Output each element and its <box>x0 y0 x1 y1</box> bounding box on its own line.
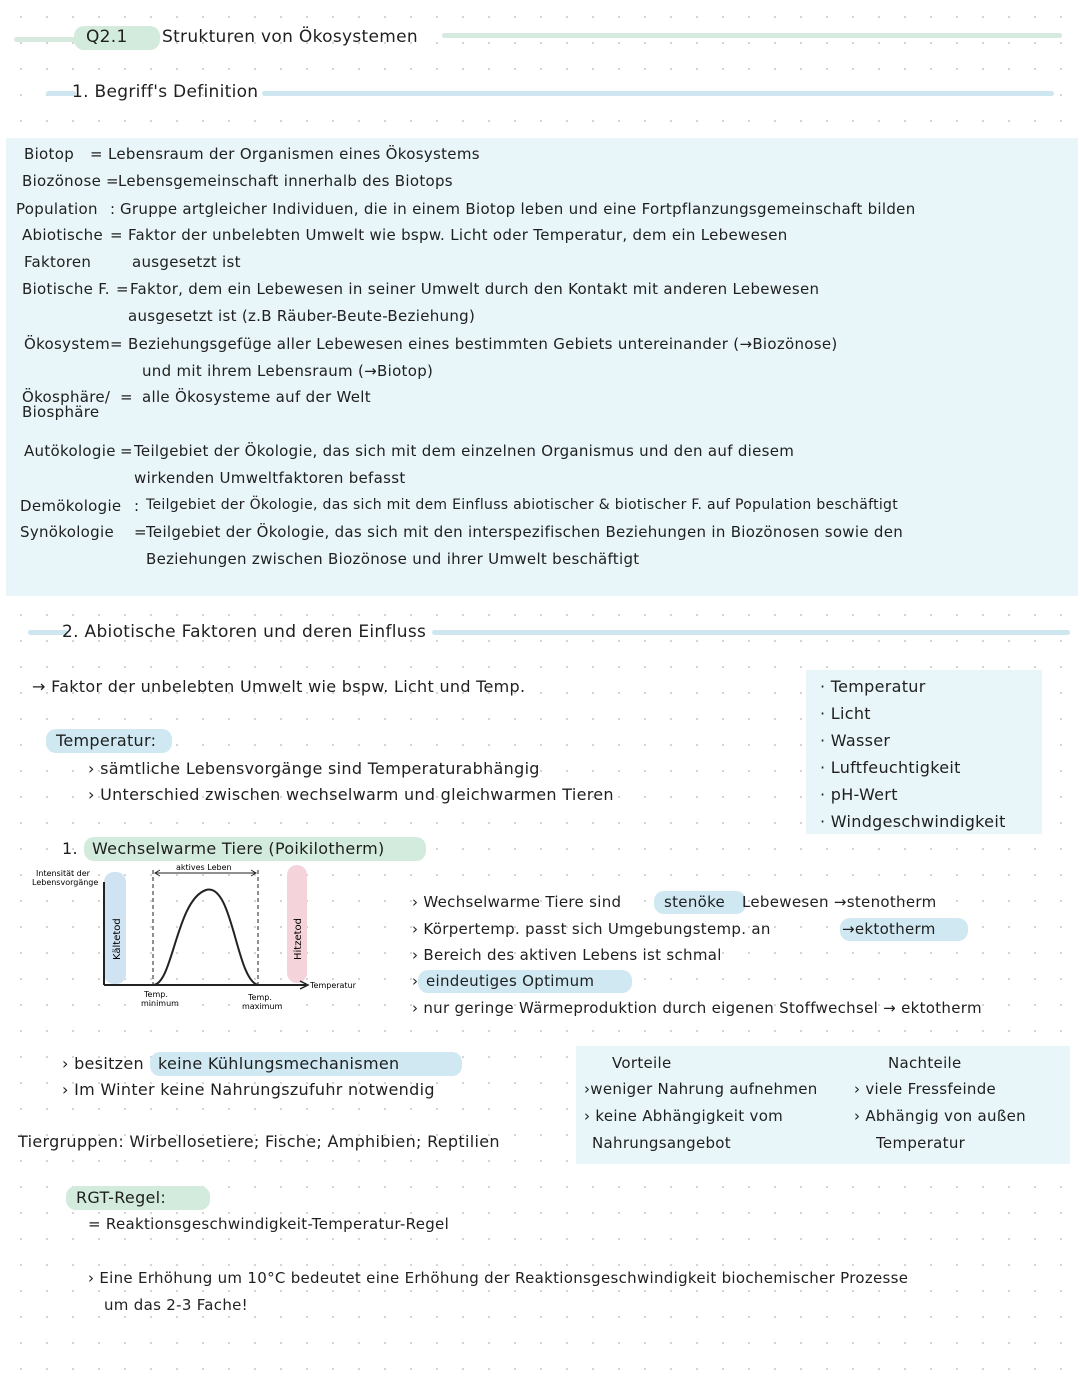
note-2a: › Körpertemp. passt sich Umgebungstemp. an <box>412 920 771 938</box>
section1-title: 1. Begriff's Definition <box>72 82 259 102</box>
section2-intro: → Faktor der unbelebten Umwelt wie bspw. Licht und Temp. <box>32 677 526 696</box>
def-sep: : <box>134 497 140 515</box>
factor-luftfeuchtigkeit: · Luftfeuchtigkeit <box>820 758 961 777</box>
note-4-optimum: eindeutiges Optimum <box>426 972 595 990</box>
animal-groups: Tiergruppen: Wirbellosetiere; Fische; Amphibien; Reptilien <box>18 1132 500 1151</box>
note-1c: Lebewesen →stenotherm <box>742 893 937 911</box>
def-text-oekosystem: Beziehungsgefüge aller Lebewesen eines bestimmten Gebiets untereinander (→Biozönose) <box>128 335 838 353</box>
def-text-synoekologie: Teilgebiet der Ökologie, das sich mit den interspezifischen Beziehungen in Biozönosen sowie den <box>146 523 904 541</box>
y-axis-label-1: Intensität der <box>36 869 90 878</box>
def-text-biozoenose: Lebensgemeinschaft innerhalb des Biotops <box>118 172 453 190</box>
def-sep: = <box>110 335 123 353</box>
def-text-biotop: Lebensraum der Organismen eines Ökosystems <box>108 145 480 163</box>
def-term-biozoenose: Biozönose <box>22 172 102 190</box>
note-4-marker: › <box>412 972 419 990</box>
temp-min-label-1: Temp. <box>144 990 168 999</box>
def-term-population: Population <box>16 200 98 218</box>
def-term-demoekologie: Demökologie <box>20 497 122 515</box>
def-term-abiotische: Abiotische <box>22 226 103 244</box>
temperature-point-2: › Unterschied zwischen wechselwarm und gleichwarmen Tieren <box>88 785 614 804</box>
def-sep: = <box>106 172 119 190</box>
rgt-label: RGT-Regel: <box>76 1188 167 1207</box>
def-term-oekosphaere: Ökosphäre/ <box>22 388 111 406</box>
note-1b-stenoeke: stenöke <box>664 893 726 911</box>
pros-item-1: ›weniger Nahrung aufnehmen <box>584 1080 818 1098</box>
def-text-biotische-cont: ausgesetzt ist (z.B Räuber-Beute-Beziehung) <box>128 307 476 325</box>
feature-2: › Im Winter keine Nahrungszufuhr notwendig <box>62 1080 435 1099</box>
pros-item-3: Nahrungsangebot <box>592 1134 731 1152</box>
def-sep: = <box>120 388 133 406</box>
def-sep: = <box>110 226 123 244</box>
def-term-oekosystem: Ökosystem <box>24 335 111 353</box>
sub1-title: Wechselwarme Tiere (Poikilotherm) <box>92 839 385 858</box>
def-term-faktoren: Faktoren <box>24 253 92 271</box>
rgt-text-1: › Eine Erhöhung um 10°C bedeutet eine Erhöhung der Reaktionsgeschwindigkeit biochemischer Prozesse <box>88 1269 909 1287</box>
temp-min-label-2: minimum <box>141 999 179 1008</box>
active-life-label: aktives Leben <box>176 863 232 872</box>
cons-title: Nachteile <box>888 1054 962 1072</box>
note-1a: › Wechselwarme Tiere sind <box>412 893 622 911</box>
def-sep: = <box>120 442 133 460</box>
cold-death-label: Kältetod <box>112 918 123 960</box>
def-text-population: Gruppe artgleicher Individuen, die in einem Biotop leben und eine Fortpflanzungsgemeinschaft bilden <box>120 200 916 218</box>
poikilotherm-graph <box>28 860 378 1020</box>
def-term-biosphaere: Biosphäre <box>22 403 100 421</box>
def-sep: = <box>134 523 147 541</box>
def-text-biotische: Faktor, dem ein Lebewesen in seiner Umwelt durch den Kontakt mit anderen Lebewesen <box>130 280 820 298</box>
note-5: › nur geringe Wärmeproduktion durch eigenen Stoffwechsel → ektotherm <box>412 999 982 1017</box>
def-term-biotop: Biotop <box>24 145 75 163</box>
def-sep: = <box>116 280 129 298</box>
factor-ph-wert: · pH-Wert <box>820 785 898 804</box>
def-text-abiotische: Faktor der unbelebten Umwelt wie bspw. Licht oder Temperatur, dem ein Lebewesen <box>128 226 788 244</box>
def-text-faktoren: ausgesetzt ist <box>132 253 241 271</box>
y-axis-label-2: Lebensvorgänge <box>32 878 99 887</box>
heat-death-label: Hitzetod <box>293 917 304 960</box>
pros-title: Vorteile <box>612 1054 672 1072</box>
cons-item-2: › Abhängig von außen <box>854 1107 1026 1125</box>
activity-curve <box>153 890 258 985</box>
factor-temperatur: · Temperatur <box>820 677 926 696</box>
temp-max-label-2: maximum <box>242 1002 283 1011</box>
def-text-autoekologie: Teilgebiet der Ökologie, das sich mit dem einzelnen Organismus und den auf diesem <box>134 442 795 460</box>
section2-title: 2. Abiotische Faktoren und deren Einfluss <box>62 622 427 642</box>
def-text-demoekologie: Teilgebiet der Ökologie, das sich mit dem Einfluss abiotischer & biotischer F. auf Population beschäftigt <box>146 497 899 513</box>
rgt-text-2: um das 2-3 Fache! <box>104 1296 248 1314</box>
def-sep: = <box>90 145 103 163</box>
sub1-number: 1. <box>62 839 78 858</box>
header-line-right <box>442 33 1062 38</box>
temp-max-label-1: Temp. <box>248 993 272 1002</box>
header-code: Q2.1 <box>86 27 128 47</box>
rgt-definition: = Reaktionsgeschwindigkeit-Temperatur-Regel <box>88 1215 450 1233</box>
section1-line-right <box>262 91 1054 96</box>
def-text-oekosystem-cont: und mit ihrem Lebensraum (→Biotop) <box>142 362 434 380</box>
feature-1a: › besitzen <box>62 1054 144 1073</box>
def-text-autoekologie-cont: wirkenden Umweltfaktoren befasst <box>134 469 406 487</box>
x-axis-label: Temperatur <box>310 981 356 990</box>
def-term-synoekologie: Synökologie <box>20 523 114 541</box>
def-text-synoekologie-cont: Beziehungen zwischen Biozönose und ihrer Umwelt beschäftigt <box>146 550 640 568</box>
temperature-label: Temperatur: <box>56 731 157 750</box>
note-2b-ektotherm: →ektotherm <box>842 920 936 938</box>
cons-item-3: Temperatur <box>876 1134 966 1152</box>
cons-item-1: › viele Fressfeinde <box>854 1080 997 1098</box>
pros-item-2: › keine Abhängigkeit vom <box>584 1107 784 1125</box>
def-text-oekosphaere: alle Ökosysteme auf der Welt <box>142 388 371 406</box>
def-term-biotische: Biotische F. <box>22 280 110 298</box>
page-title: Strukturen von Ökosystemen <box>162 27 418 47</box>
factor-licht: · Licht <box>820 704 871 723</box>
section2-line-right <box>432 630 1070 635</box>
def-term-autoekologie: Autökologie <box>24 442 116 460</box>
factor-windgeschwindigkeit: · Windgeschwindigkeit <box>820 812 1006 831</box>
factor-wasser: · Wasser <box>820 731 891 750</box>
feature-1b: keine Kühlungsmechanismen <box>158 1054 400 1073</box>
def-sep: : <box>110 200 116 218</box>
temperature-point-1: › sämtliche Lebensvorgänge sind Temperaturabhängig <box>88 759 540 778</box>
note-3: › Bereich des aktiven Lebens ist schmal <box>412 946 722 964</box>
